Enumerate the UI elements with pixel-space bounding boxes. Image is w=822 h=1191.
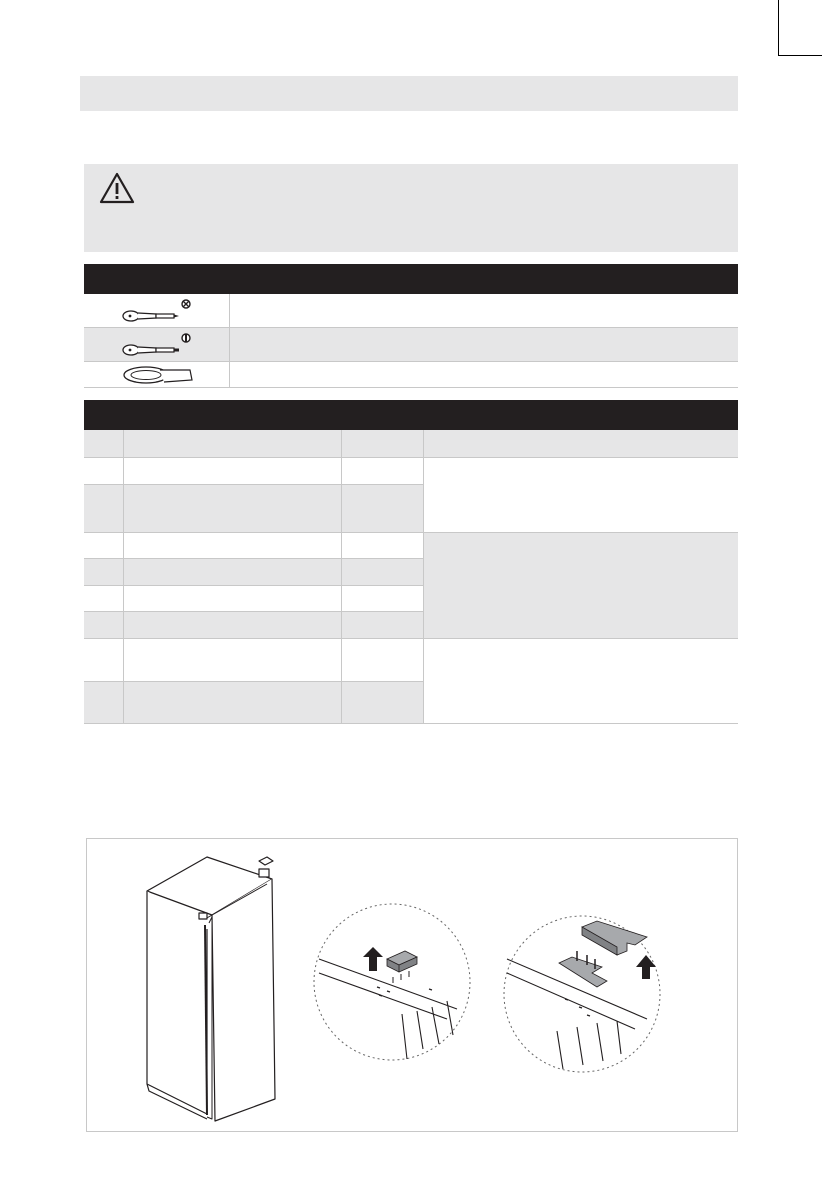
flat-screwdriver-icon bbox=[120, 333, 196, 359]
part-name bbox=[124, 532, 342, 558]
part-name bbox=[124, 484, 342, 532]
column-header bbox=[424, 430, 738, 457]
part-name bbox=[124, 457, 342, 484]
tools-header bbox=[84, 264, 738, 294]
part-quantity bbox=[342, 585, 424, 611]
part-quantity bbox=[342, 532, 424, 558]
door-hinge-removal-figure bbox=[86, 838, 738, 1132]
tool-row bbox=[84, 294, 738, 328]
notes-cell bbox=[424, 532, 738, 638]
part-number bbox=[84, 558, 124, 585]
table-row bbox=[84, 681, 424, 723]
part-quantity bbox=[342, 457, 424, 484]
crop-mark bbox=[778, 0, 779, 55]
column-header bbox=[124, 430, 342, 457]
tool-image-cell bbox=[84, 328, 230, 361]
table-rule bbox=[84, 638, 738, 639]
column-header bbox=[342, 430, 424, 457]
tool-text bbox=[230, 362, 738, 387]
table-rule bbox=[84, 532, 738, 533]
table-rule bbox=[84, 611, 424, 612]
warning-box bbox=[84, 164, 738, 252]
tools-table bbox=[84, 294, 738, 388]
table-rule bbox=[84, 484, 424, 485]
table-rule bbox=[84, 585, 424, 586]
door-hinge-removal-illustration bbox=[87, 839, 737, 1130]
tool-text bbox=[230, 328, 738, 361]
column-header bbox=[84, 430, 124, 457]
part-quantity bbox=[342, 638, 424, 681]
table-row bbox=[84, 484, 424, 532]
notes-cell bbox=[424, 638, 738, 723]
part-quantity bbox=[342, 484, 424, 532]
part-number bbox=[84, 532, 124, 558]
tool-row bbox=[84, 362, 738, 388]
part-number bbox=[84, 484, 124, 532]
part-name bbox=[124, 681, 342, 723]
tool-row bbox=[84, 328, 738, 362]
part-quantity bbox=[342, 558, 424, 585]
warning-triangle-icon bbox=[99, 172, 135, 204]
part-number bbox=[84, 585, 124, 611]
notes-cell bbox=[424, 457, 738, 532]
tool-text bbox=[230, 294, 738, 327]
table-rule bbox=[84, 558, 424, 559]
part-number bbox=[84, 638, 124, 681]
parts-header bbox=[84, 400, 738, 430]
tape-roll-icon bbox=[120, 364, 196, 386]
tool-image-cell bbox=[84, 362, 230, 387]
tool-image-cell bbox=[84, 294, 230, 327]
part-quantity bbox=[342, 611, 424, 638]
part-number bbox=[84, 681, 124, 723]
part-name bbox=[124, 558, 342, 585]
part-name bbox=[124, 611, 342, 638]
part-quantity bbox=[342, 681, 424, 723]
table-rule bbox=[84, 681, 424, 682]
phillips-screwdriver-icon bbox=[120, 299, 196, 325]
part-number bbox=[84, 457, 124, 484]
part-name bbox=[124, 638, 342, 681]
parts-column-header-row bbox=[84, 430, 738, 457]
section-title-bar bbox=[80, 76, 738, 111]
part-number bbox=[84, 611, 124, 638]
table-rule bbox=[84, 457, 738, 458]
crop-mark bbox=[778, 55, 822, 56]
table-rule bbox=[84, 723, 738, 724]
part-name bbox=[124, 585, 342, 611]
